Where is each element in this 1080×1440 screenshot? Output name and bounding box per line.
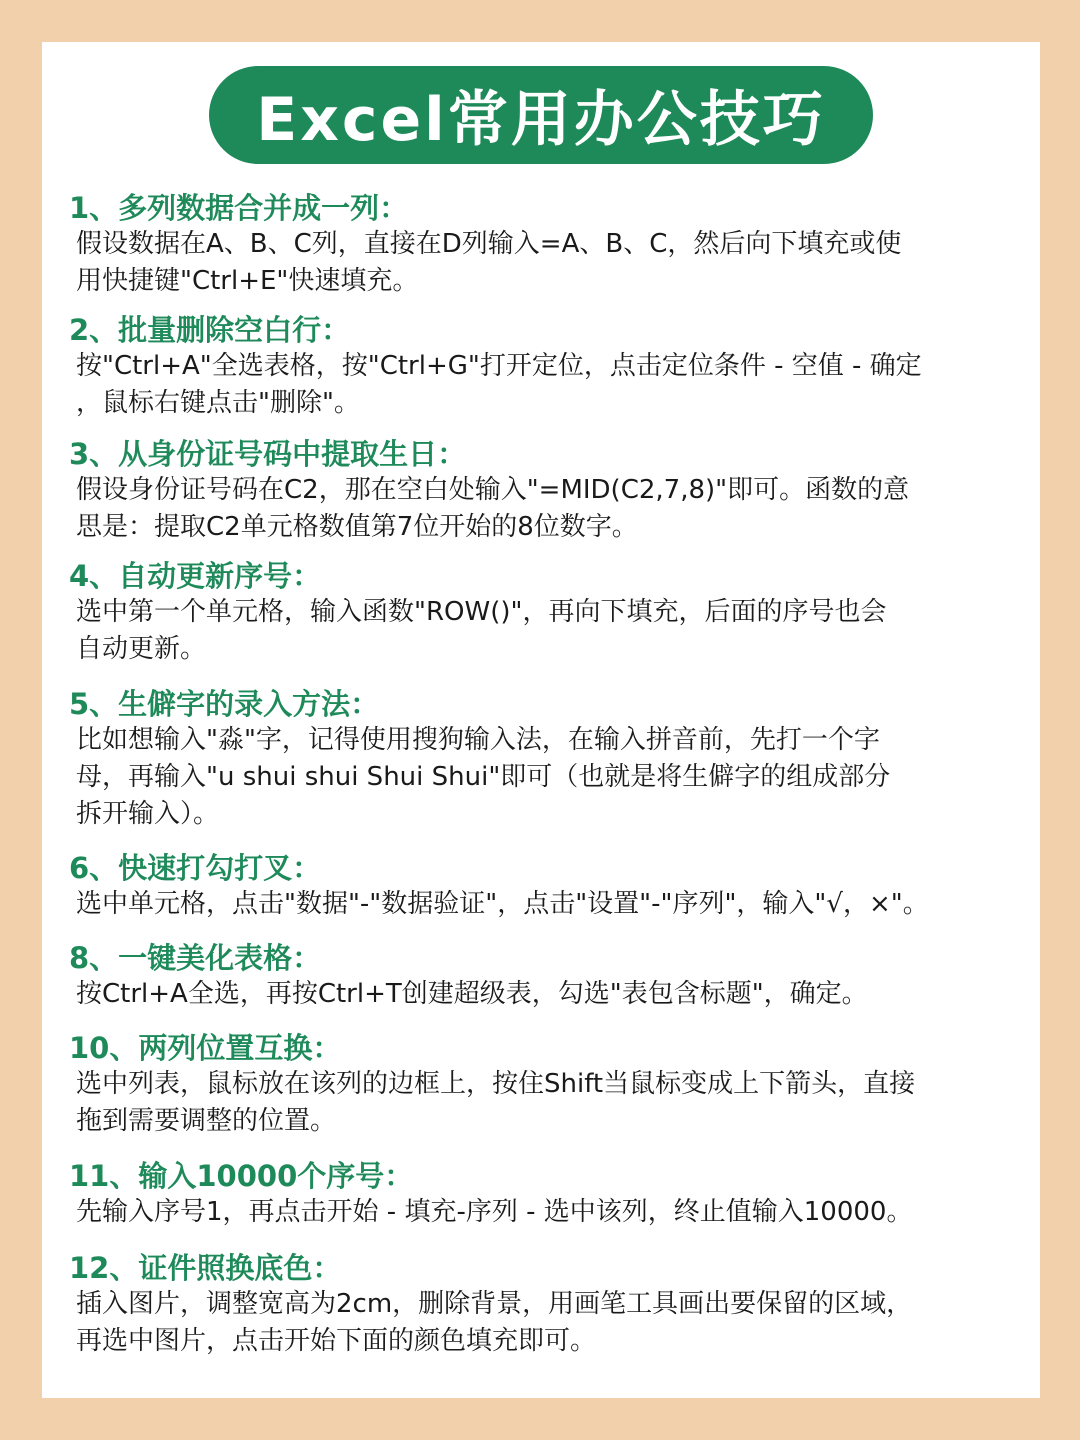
tip-section-5 [69, 686, 1019, 833]
tip-body: 选中列表，鼠标放在该列的边框上，按住Shift当鼠标变成上下箭头，直接 拖到需要调整的位置。 [76, 1069, 916, 1136]
tip-body: 按"Ctrl+A"全选表格，按"Ctrl+G"打开定位，点击定位条件 - 空值 - 确定 ，鼠标右键点击"删除"。 [76, 351, 922, 418]
tip-heading: 2、批量删除空白行： [69, 313, 351, 347]
tip-heading: 3、从身份证号码中提取生日： [69, 437, 467, 471]
tip-heading: 5、生僻字的录入方法： [69, 687, 380, 721]
tip-section-6 [69, 850, 1019, 923]
tip-body: 按Ctrl+A全选，再按Ctrl+T创建超级表，勾选"表包含标题"，确定。 [76, 979, 868, 1009]
tip-heading: 4、自动更新序号： [69, 559, 322, 593]
tip-body: 插入图片，调整宽高为2cm，删除背景，用画笔工具画出要保留的区域， 再选中图片，点击开始下面的颜色填充即可。 [76, 1289, 913, 1356]
tip-body: 选中单元格，点击"数据"-"数据验证"，点击"设置"-"序列"，输入"√，×"。 [76, 889, 929, 919]
tip-section-12 [69, 1250, 1019, 1360]
tip-heading: 11、输入10000个序号： [69, 1159, 414, 1193]
tip-section-10 [69, 1030, 1019, 1140]
tip-body: 假设身份证号码在C2，那在空白处输入"=MID(C2,7,8)"即可。函数的意 思是：提取C2单元格数值第7位开始的8位数字。 [76, 475, 910, 542]
tip-body: 先输入序号1，再点击开始 - 填充-序列 - 选中该列，终止值输入10000。 [76, 1197, 913, 1227]
tip-section-1 [69, 190, 1019, 300]
tip-section-2 [69, 312, 1019, 422]
tip-section-3 [69, 436, 1019, 546]
page-title: Excel常用办公技巧 [256, 85, 826, 155]
tip-section-4 [69, 558, 1019, 668]
tips-card [42, 42, 1040, 1398]
tip-heading: 1、多列数据合并成一列： [69, 191, 409, 225]
title-banner [209, 66, 873, 164]
tip-heading: 6、快速打勾打叉： [69, 851, 322, 885]
tip-body: 比如想输入"淼"字，记得使用搜狗输入法，在输入拼音前，先打一个字 母，再输入"u shui shui Shui Shui"即可（也就是将生僻字的组成部分 拆开输入）。 [76, 725, 891, 829]
tip-body: 假设数据在A、B、C列，直接在D列输入=A、B、C，然后向下填充或使 用快捷键"Ctrl+E"快速填充。 [76, 229, 902, 296]
tip-body: 选中第一个单元格，输入函数"ROW()"，再向下填充，后面的序号也会 自动更新。 [76, 597, 887, 664]
tip-heading: 8、一键美化表格： [69, 941, 322, 975]
tip-heading: 12、证件照换底色： [69, 1251, 342, 1285]
tip-section-8 [69, 940, 1019, 1013]
tip-heading: 10、两列位置互换： [69, 1031, 342, 1065]
tip-section-11 [69, 1158, 1019, 1231]
